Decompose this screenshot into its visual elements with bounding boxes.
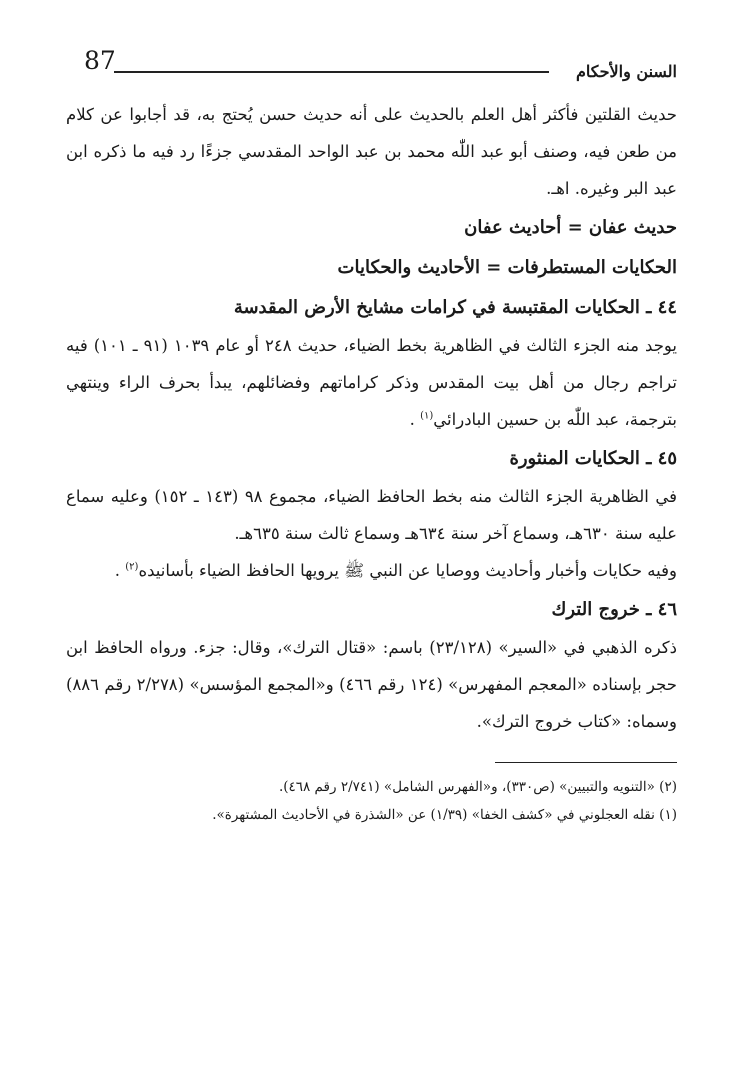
text-line: ذكره الذهبي في «السير» (٢٣/١٢٨) باسم: «قتال الترك»، وقال: جزء.	[193, 638, 678, 657]
header-rule	[114, 71, 549, 73]
text-line: حديث القلتين فأكثر أهل العلم بالحديث على أنه حديث حسن يُحتج به، قد	[173, 105, 678, 124]
text-line: .	[114, 561, 126, 580]
text-line: وفيه حكايات وأخبار وأحاديث ووصايا عن النبي ﷺ يرويها الحافظ	[245, 561, 677, 580]
text-line: يوجد منه الجزء الثالث في الظاهرية بخط الضياء، حديث ٢٤٨ أو عام	[215, 336, 678, 355]
running-title: السنن والأحكام	[576, 62, 677, 81]
text-line: أجابوا عن كلام من طعن فيه، وصنف أبو عبد اللّٰه محمد بن عبد الواحد	[66, 105, 678, 161]
footnote-2: (٢) «التنويه والتبيين» (ص٣٣٠)، و«الفهرس الشامل» (٢/٧٤١ رقم ٤٦٨).	[278, 779, 677, 795]
heading-mustatrafat: الحكايات المستطرفات = الأحاديث والحكايات	[337, 257, 677, 278]
paragraph-section-46	[66, 629, 677, 740]
heading-section-46: ٤٦ ـ خروج الترك	[551, 599, 677, 620]
paragraph-qullatayn	[66, 96, 677, 207]
heading-section-44: ٤٤ ـ الحكايات المقتبسة في كرامات مشايخ الأرض المقدسة	[233, 297, 677, 318]
paragraph-section-45	[66, 478, 677, 552]
text-line: الضياء بأسانيده	[138, 561, 241, 580]
paragraph-section-44	[66, 327, 677, 438]
text-line: وفضائلهم، يبدأ بحرف الراء وينتهي بترجمة، عبد اللّٰه بن حسين البادرائي	[66, 373, 677, 429]
heading-hadith-affan: حديث عفان = أحاديث عفان	[464, 217, 677, 238]
text-line: سنة ٦٣٥هـ.	[234, 524, 313, 543]
footnote-rule	[495, 762, 677, 763]
page-number: 87	[84, 46, 116, 75]
footnote-marker: (١)	[420, 410, 434, 422]
book-page	[66, 40, 677, 829]
footnote-1: (١) نقله العجلوني في «كشف الخفا» (١/٣٩) عن «الشذرة في الأحاديث المشتهرة».	[212, 807, 677, 823]
paragraph-section-45-contents	[66, 552, 677, 589]
footnote-marker: (٢)	[125, 561, 139, 573]
page-header	[66, 40, 677, 84]
text-line: في الظاهرية الجزء الثالث منه بخط الحافظ الضياء، مجموع ٩٨ (١٤٣ ـ	[193, 487, 677, 506]
text-line: ١٥٢) وعليه سماع عليه سنة ٦٣٠هـ، وسماع آخر سنة ٦٣٤هـ وسماع ثالث	[66, 487, 677, 543]
text-line: ١٠٣٩ (٩١ ـ ١٠١) فيه تراجم رجال من أهل بيت المقدس وذكر كراماتهم	[66, 336, 678, 392]
page-body	[66, 96, 677, 829]
text-line: المقدسي جزءًا رد فيه ما ذكره ابن عبد البر وغيره. اهـ.	[66, 142, 677, 198]
heading-section-45: ٤٥ ـ الحكايات المنثورة	[509, 448, 677, 469]
text-line: ورواه الحافظ ابن حجر بإسناده «المعجم المفهرس» (١٢٤ رقم ٤٦٦)	[66, 638, 678, 694]
text-line: .	[409, 410, 421, 429]
text-line: و«المجمع المؤسس» (٢/٢٧٨ رقم ٨٨٦) وسماه: «كتاب خروج الترك».	[66, 675, 677, 731]
